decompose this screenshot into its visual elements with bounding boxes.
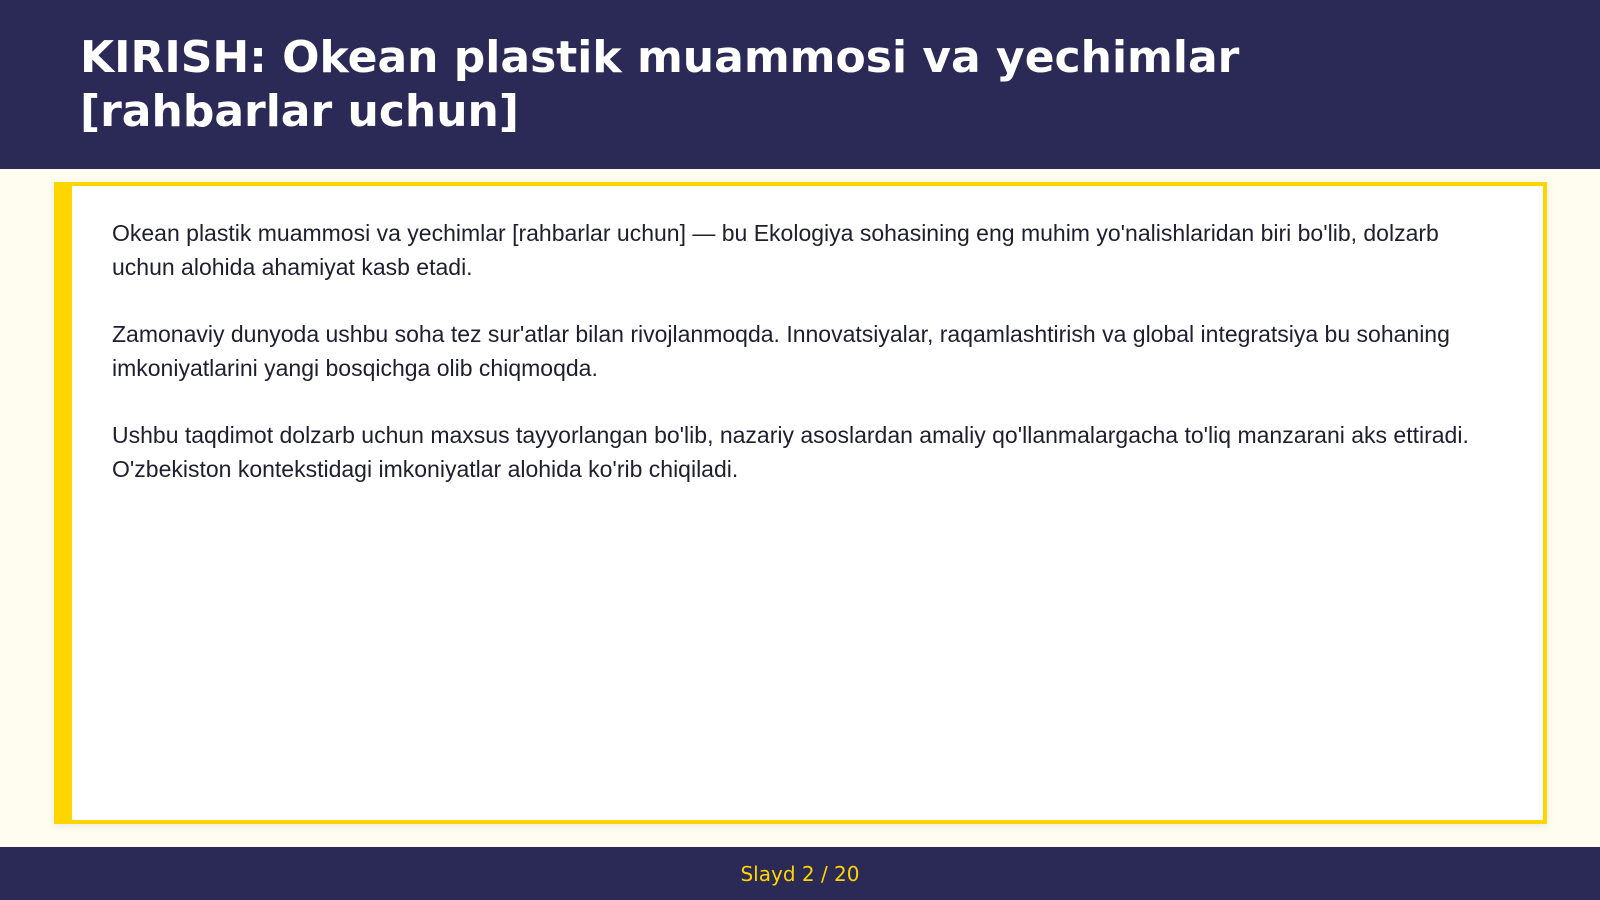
intro-paragraph-1: Okean plastik muammosi va yechimlar [rahbarlar uchun] — bu Ekologiya sohasining eng muhim yo'nalishlaridan biri bo'lib, dolzarb uchun alohida ahamiyat kasb etadi. [112, 220, 1439, 280]
slide-header [0, 0, 1600, 169]
slide-counter: Slayd 2 / 20 [740, 861, 860, 886]
content-card [54, 182, 1547, 824]
intro-paragraph-2: Zamonaviy dunyoda ushbu soha tez sur'atlar bilan rivojlanmoqda. Innovatsiyalar, raqamlashtirish va global integratsiya bu sohaning imkoniyatlarini yangi bosqichga olib chiqmoqda. [112, 321, 1450, 381]
intro-paragraph-3: Ushbu taqdimot dolzarb uchun maxsus tayyorlangan bo'lib, nazariy asoslardan amaliy qo'llanmalargacha to'liq manzarani aks ettiradi. O'zbekiston kontekstidagi imkoniyatlar alohida ko'rib chiqiladi. [112, 422, 1469, 482]
slide-title: KIRISH: Okean plastik muammosi va yechimlar [rahbarlar uchun] [80, 32, 1240, 137]
slide-footer [0, 847, 1600, 900]
